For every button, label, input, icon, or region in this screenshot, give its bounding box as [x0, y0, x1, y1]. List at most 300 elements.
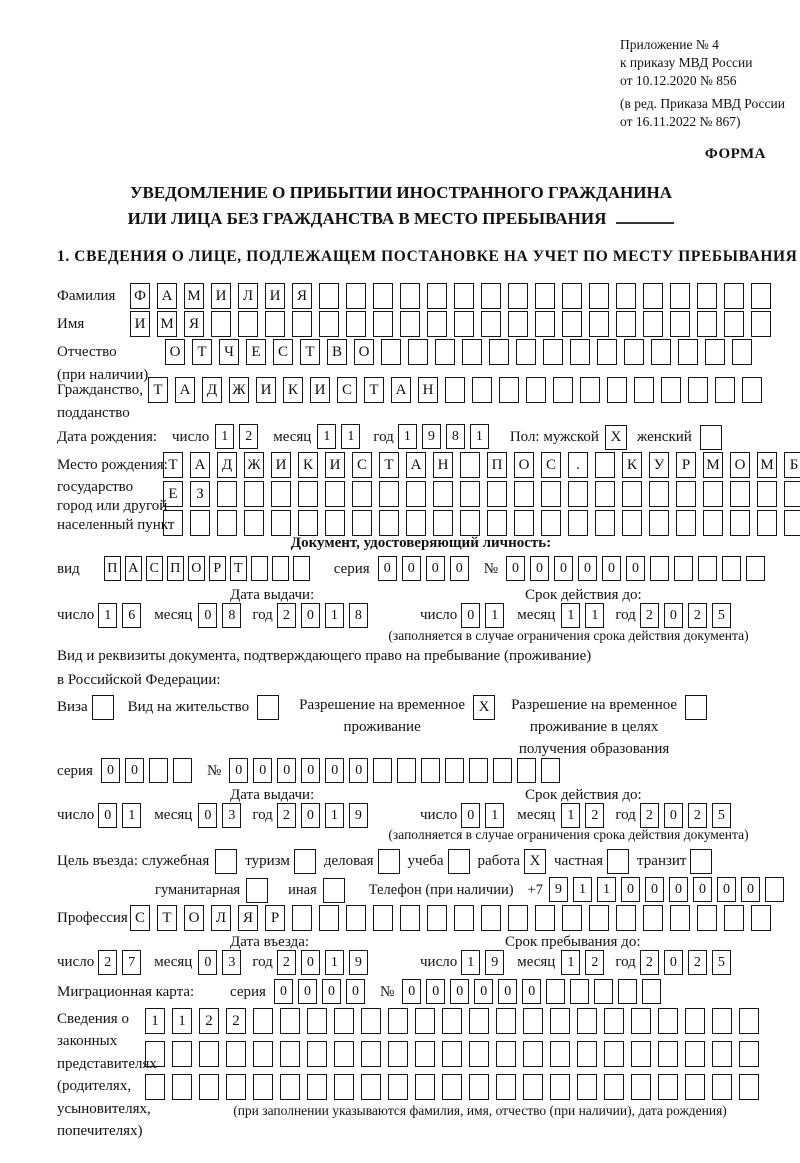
char-cell[interactable]: 0	[530, 556, 549, 581]
char-cell[interactable]	[765, 877, 784, 902]
char-cell[interactable]: 8	[222, 603, 241, 628]
char-cell[interactable]: О	[165, 339, 185, 365]
char-cell[interactable]	[658, 1074, 678, 1100]
char-cell[interactable]	[577, 1074, 597, 1100]
char-cell[interactable]: 2	[640, 603, 659, 628]
char-cell[interactable]: З	[190, 481, 210, 507]
char-cell[interactable]	[553, 377, 573, 403]
char-cell[interactable]	[481, 283, 501, 309]
char-cell[interactable]	[435, 339, 455, 365]
char-cell[interactable]: 0	[346, 979, 365, 1004]
char-cell[interactable]	[697, 311, 717, 337]
char-cell[interactable]	[462, 339, 482, 365]
char-cell[interactable]: 0	[98, 803, 117, 828]
char-cell[interactable]: О	[730, 452, 750, 478]
char-cell[interactable]	[493, 758, 512, 783]
char-cell[interactable]	[550, 1041, 570, 1067]
char-cell[interactable]	[724, 283, 744, 309]
char-cell[interactable]	[618, 979, 637, 1004]
char-cell[interactable]: 5	[712, 603, 731, 628]
char-cell[interactable]: А	[125, 556, 142, 581]
char-cell[interactable]	[757, 481, 777, 507]
char-cell[interactable]	[730, 510, 750, 536]
char-cell[interactable]	[163, 510, 183, 536]
char-cell[interactable]	[604, 1041, 624, 1067]
char-cell[interactable]	[622, 481, 642, 507]
char-cell[interactable]: 0	[741, 877, 760, 902]
char-cell[interactable]: О	[354, 339, 374, 365]
char-cell[interactable]	[253, 1008, 273, 1034]
sex-male-checkbox[interactable]: X	[605, 425, 627, 450]
char-cell[interactable]: Д	[202, 377, 222, 403]
char-cell[interactable]: 0	[229, 758, 248, 783]
char-cell[interactable]	[292, 905, 312, 931]
char-cell[interactable]: Т	[163, 452, 183, 478]
char-cell[interactable]	[676, 481, 696, 507]
char-cell[interactable]	[526, 377, 546, 403]
char-cell[interactable]	[334, 1041, 354, 1067]
char-cell[interactable]: Я	[184, 311, 204, 337]
char-cell[interactable]: 0	[664, 603, 683, 628]
char-cell[interactable]: 0	[498, 979, 517, 1004]
char-cell[interactable]	[580, 377, 600, 403]
char-cell[interactable]: 8	[446, 424, 465, 449]
char-cell[interactable]	[487, 481, 507, 507]
char-cell[interactable]	[595, 510, 615, 536]
char-cell[interactable]	[661, 377, 681, 403]
char-cell[interactable]	[543, 339, 563, 365]
char-cell[interactable]	[541, 758, 560, 783]
char-cell[interactable]: Р	[265, 905, 285, 931]
char-cell[interactable]: 0	[664, 803, 683, 828]
char-cell[interactable]	[334, 1008, 354, 1034]
char-cell[interactable]: А	[175, 377, 195, 403]
char-cell[interactable]	[319, 311, 339, 337]
char-cell[interactable]	[722, 556, 741, 581]
char-cell[interactable]: 1	[461, 950, 480, 975]
char-cell[interactable]	[406, 510, 426, 536]
char-cell[interactable]	[508, 311, 528, 337]
char-cell[interactable]	[535, 905, 555, 931]
char-cell[interactable]	[550, 1074, 570, 1100]
char-cell[interactable]: 0	[198, 803, 217, 828]
char-cell[interactable]	[676, 510, 696, 536]
char-cell[interactable]	[454, 905, 474, 931]
char-cell[interactable]	[594, 979, 613, 1004]
char-cell[interactable]: 0	[717, 877, 736, 902]
char-cell[interactable]	[469, 1074, 489, 1100]
char-cell[interactable]	[577, 1041, 597, 1067]
char-cell[interactable]: 0	[554, 556, 573, 581]
char-cell[interactable]: Я	[292, 283, 312, 309]
char-cell[interactable]	[199, 1074, 219, 1100]
char-cell[interactable]: М	[703, 452, 723, 478]
char-cell[interactable]	[570, 979, 589, 1004]
char-cell[interactable]	[568, 510, 588, 536]
char-cell[interactable]: 0	[402, 979, 421, 1004]
char-cell[interactable]	[643, 283, 663, 309]
char-cell[interactable]: С	[146, 556, 163, 581]
char-cell[interactable]: М	[757, 452, 777, 478]
char-cell[interactable]: 1	[470, 424, 489, 449]
char-cell[interactable]: О	[514, 452, 534, 478]
char-cell[interactable]: 0	[402, 556, 421, 581]
char-cell[interactable]	[454, 283, 474, 309]
char-cell[interactable]	[379, 510, 399, 536]
char-cell[interactable]	[481, 311, 501, 337]
char-cell[interactable]: И	[211, 283, 231, 309]
purpose-other-checkbox[interactable]	[323, 878, 345, 903]
char-cell[interactable]	[481, 905, 501, 931]
char-cell[interactable]: 0	[450, 979, 469, 1004]
char-cell[interactable]	[442, 1008, 462, 1034]
char-cell[interactable]	[514, 510, 534, 536]
char-cell[interactable]	[442, 1041, 462, 1067]
char-cell[interactable]	[388, 1041, 408, 1067]
char-cell[interactable]	[616, 283, 636, 309]
char-cell[interactable]	[145, 1074, 165, 1100]
char-cell[interactable]: 1	[398, 424, 417, 449]
char-cell[interactable]	[499, 377, 519, 403]
char-cell[interactable]	[746, 556, 765, 581]
char-cell[interactable]: 1	[597, 877, 616, 902]
char-cell[interactable]	[703, 510, 723, 536]
char-cell[interactable]: С	[337, 377, 357, 403]
char-cell[interactable]	[703, 481, 723, 507]
char-cell[interactable]	[589, 311, 609, 337]
char-cell[interactable]	[307, 1041, 327, 1067]
sex-female-checkbox[interactable]	[700, 425, 722, 450]
char-cell[interactable]	[307, 1008, 327, 1034]
char-cell[interactable]	[217, 481, 237, 507]
char-cell[interactable]	[172, 1074, 192, 1100]
char-cell[interactable]: 1	[172, 1008, 192, 1034]
char-cell[interactable]: 0	[461, 803, 480, 828]
char-cell[interactable]: 1	[561, 950, 580, 975]
char-cell[interactable]: К	[283, 377, 303, 403]
char-cell[interactable]	[649, 510, 669, 536]
char-cell[interactable]	[496, 1074, 516, 1100]
char-cell[interactable]: 1	[485, 803, 504, 828]
char-cell[interactable]	[469, 758, 488, 783]
char-cell[interactable]: 0	[474, 979, 493, 1004]
char-cell[interactable]: В	[327, 339, 347, 365]
char-cell[interactable]	[697, 905, 717, 931]
char-cell[interactable]: 0	[621, 877, 640, 902]
char-cell[interactable]	[597, 339, 617, 365]
char-cell[interactable]: Е	[246, 339, 266, 365]
char-cell[interactable]	[724, 311, 744, 337]
char-cell[interactable]: М	[184, 283, 204, 309]
char-cell[interactable]: Т	[192, 339, 212, 365]
char-cell[interactable]	[678, 339, 698, 365]
char-cell[interactable]	[487, 510, 507, 536]
purpose-private-checkbox[interactable]	[607, 849, 629, 874]
char-cell[interactable]	[508, 283, 528, 309]
char-cell[interactable]: 1	[585, 603, 604, 628]
char-cell[interactable]	[616, 905, 636, 931]
char-cell[interactable]	[325, 510, 345, 536]
char-cell[interactable]	[624, 339, 644, 365]
char-cell[interactable]	[562, 283, 582, 309]
char-cell[interactable]	[190, 510, 210, 536]
char-cell[interactable]: 7	[122, 950, 141, 975]
char-cell[interactable]	[643, 311, 663, 337]
char-cell[interactable]: 6	[122, 603, 141, 628]
char-cell[interactable]: Л	[238, 283, 258, 309]
char-cell[interactable]: 0	[274, 979, 293, 1004]
char-cell[interactable]: 1	[561, 803, 580, 828]
char-cell[interactable]	[523, 1041, 543, 1067]
char-cell[interactable]	[568, 481, 588, 507]
char-cell[interactable]	[631, 1041, 651, 1067]
char-cell[interactable]	[244, 481, 264, 507]
char-cell[interactable]	[373, 283, 393, 309]
char-cell[interactable]: Р	[209, 556, 226, 581]
char-cell[interactable]: 1	[122, 803, 141, 828]
char-cell[interactable]	[595, 452, 615, 478]
purpose-study-checkbox[interactable]	[448, 849, 470, 874]
char-cell[interactable]	[631, 1074, 651, 1100]
char-cell[interactable]	[642, 979, 661, 1004]
char-cell[interactable]: 2	[640, 950, 659, 975]
char-cell[interactable]	[685, 1008, 705, 1034]
char-cell[interactable]	[751, 283, 771, 309]
char-cell[interactable]	[442, 1074, 462, 1100]
char-cell[interactable]	[514, 481, 534, 507]
char-cell[interactable]	[352, 481, 372, 507]
char-cell[interactable]	[397, 758, 416, 783]
char-cell[interactable]: О	[184, 905, 204, 931]
char-cell[interactable]: 1	[325, 803, 344, 828]
char-cell[interactable]	[670, 311, 690, 337]
char-cell[interactable]	[226, 1041, 246, 1067]
char-cell[interactable]	[415, 1041, 435, 1067]
char-cell[interactable]	[616, 311, 636, 337]
char-cell[interactable]	[292, 311, 312, 337]
char-cell[interactable]: Т	[300, 339, 320, 365]
char-cell[interactable]: И	[130, 311, 150, 337]
char-cell[interactable]: М	[157, 311, 177, 337]
char-cell[interactable]: 2	[277, 803, 296, 828]
char-cell[interactable]	[346, 311, 366, 337]
char-cell[interactable]	[546, 979, 565, 1004]
purpose-work-checkbox[interactable]: X	[524, 849, 546, 874]
char-cell[interactable]: С	[352, 452, 372, 478]
char-cell[interactable]: 0	[301, 603, 320, 628]
char-cell[interactable]: 9	[485, 950, 504, 975]
char-cell[interactable]	[577, 1008, 597, 1034]
char-cell[interactable]	[685, 1041, 705, 1067]
char-cell[interactable]: И	[265, 283, 285, 309]
char-cell[interactable]: 0	[578, 556, 597, 581]
char-cell[interactable]	[445, 758, 464, 783]
char-cell[interactable]	[271, 510, 291, 536]
char-cell[interactable]: Т	[230, 556, 247, 581]
char-cell[interactable]: С	[273, 339, 293, 365]
char-cell[interactable]	[272, 556, 289, 581]
char-cell[interactable]	[421, 758, 440, 783]
char-cell[interactable]	[724, 905, 744, 931]
char-cell[interactable]	[298, 481, 318, 507]
char-cell[interactable]: 9	[422, 424, 441, 449]
char-cell[interactable]: И	[256, 377, 276, 403]
char-cell[interactable]: 0	[378, 556, 397, 581]
char-cell[interactable]: 2	[277, 950, 296, 975]
char-cell[interactable]	[651, 339, 671, 365]
char-cell[interactable]: 0	[349, 758, 368, 783]
residence-permit-checkbox[interactable]	[257, 695, 279, 720]
char-cell[interactable]: А	[406, 452, 426, 478]
char-cell[interactable]: 0	[101, 758, 120, 783]
char-cell[interactable]	[454, 311, 474, 337]
char-cell[interactable]	[622, 510, 642, 536]
char-cell[interactable]	[541, 510, 561, 536]
char-cell[interactable]	[523, 1074, 543, 1100]
purpose-business-checkbox[interactable]	[378, 849, 400, 874]
char-cell[interactable]	[280, 1008, 300, 1034]
char-cell[interactable]	[381, 339, 401, 365]
char-cell[interactable]: И	[325, 452, 345, 478]
char-cell[interactable]	[346, 283, 366, 309]
char-cell[interactable]: 1	[573, 877, 592, 902]
char-cell[interactable]	[604, 1008, 624, 1034]
char-cell[interactable]: Т	[157, 905, 177, 931]
char-cell[interactable]: 9	[349, 950, 368, 975]
char-cell[interactable]: 5	[712, 803, 731, 828]
temp-residence-checkbox[interactable]: X	[473, 695, 495, 720]
char-cell[interactable]	[319, 283, 339, 309]
char-cell[interactable]: Р	[676, 452, 696, 478]
char-cell[interactable]	[634, 377, 654, 403]
char-cell[interactable]	[784, 510, 800, 536]
char-cell[interactable]: А	[157, 283, 177, 309]
char-cell[interactable]: 0	[461, 603, 480, 628]
char-cell[interactable]: Т	[364, 377, 384, 403]
char-cell[interactable]: 0	[664, 950, 683, 975]
char-cell[interactable]	[361, 1008, 381, 1034]
char-cell[interactable]: 0	[506, 556, 525, 581]
char-cell[interactable]: Ж	[229, 377, 249, 403]
char-cell[interactable]	[460, 452, 480, 478]
char-cell[interactable]	[712, 1041, 732, 1067]
char-cell[interactable]	[280, 1074, 300, 1100]
char-cell[interactable]	[589, 905, 609, 931]
char-cell[interactable]	[631, 1008, 651, 1034]
char-cell[interactable]	[352, 510, 372, 536]
char-cell[interactable]	[293, 556, 310, 581]
char-cell[interactable]: .	[568, 452, 588, 478]
char-cell[interactable]	[550, 1008, 570, 1034]
char-cell[interactable]	[400, 905, 420, 931]
char-cell[interactable]: 0	[426, 979, 445, 1004]
char-cell[interactable]	[705, 339, 725, 365]
char-cell[interactable]: 0	[198, 950, 217, 975]
char-cell[interactable]	[325, 481, 345, 507]
char-cell[interactable]: И	[271, 452, 291, 478]
char-cell[interactable]: 0	[325, 758, 344, 783]
char-cell[interactable]	[217, 510, 237, 536]
char-cell[interactable]	[145, 1041, 165, 1067]
char-cell[interactable]: Ч	[219, 339, 239, 365]
char-cell[interactable]	[427, 311, 447, 337]
char-cell[interactable]	[415, 1074, 435, 1100]
char-cell[interactable]	[469, 1008, 489, 1034]
char-cell[interactable]: У	[649, 452, 669, 478]
char-cell[interactable]	[253, 1074, 273, 1100]
char-cell[interactable]	[379, 481, 399, 507]
char-cell[interactable]: 0	[426, 556, 445, 581]
char-cell[interactable]	[685, 1074, 705, 1100]
char-cell[interactable]: 2	[226, 1008, 246, 1034]
char-cell[interactable]: К	[298, 452, 318, 478]
char-cell[interactable]	[460, 510, 480, 536]
char-cell[interactable]	[739, 1008, 759, 1034]
char-cell[interactable]: 5	[712, 950, 731, 975]
char-cell[interactable]: С	[541, 452, 561, 478]
char-cell[interactable]	[388, 1008, 408, 1034]
char-cell[interactable]: 0	[298, 979, 317, 1004]
char-cell[interactable]	[489, 339, 509, 365]
char-cell[interactable]: Б	[784, 452, 800, 478]
char-cell[interactable]: 1	[145, 1008, 165, 1034]
char-cell[interactable]	[658, 1041, 678, 1067]
char-cell[interactable]	[199, 1041, 219, 1067]
char-cell[interactable]	[472, 377, 492, 403]
char-cell[interactable]: Т	[379, 452, 399, 478]
char-cell[interactable]	[271, 481, 291, 507]
char-cell[interactable]: Ф	[130, 283, 150, 309]
char-cell[interactable]: 0	[301, 803, 320, 828]
char-cell[interactable]: К	[622, 452, 642, 478]
char-cell[interactable]: 1	[485, 603, 504, 628]
char-cell[interactable]: Е	[163, 481, 183, 507]
char-cell[interactable]: 1	[215, 424, 234, 449]
char-cell[interactable]: Ж	[244, 452, 264, 478]
char-cell[interactable]: 3	[222, 803, 241, 828]
char-cell[interactable]: 0	[522, 979, 541, 1004]
char-cell[interactable]	[433, 481, 453, 507]
char-cell[interactable]	[604, 1074, 624, 1100]
purpose-official-checkbox[interactable]	[215, 849, 237, 874]
char-cell[interactable]	[415, 1008, 435, 1034]
char-cell[interactable]	[589, 283, 609, 309]
char-cell[interactable]	[445, 377, 465, 403]
char-cell[interactable]: Т	[148, 377, 168, 403]
char-cell[interactable]	[433, 510, 453, 536]
char-cell[interactable]: 2	[688, 803, 707, 828]
char-cell[interactable]	[244, 510, 264, 536]
char-cell[interactable]: 3	[222, 950, 241, 975]
char-cell[interactable]	[712, 1008, 732, 1034]
char-cell[interactable]: 0	[602, 556, 621, 581]
char-cell[interactable]: 0	[322, 979, 341, 1004]
char-cell[interactable]	[739, 1074, 759, 1100]
char-cell[interactable]	[649, 481, 669, 507]
char-cell[interactable]	[319, 905, 339, 931]
char-cell[interactable]	[730, 481, 750, 507]
char-cell[interactable]	[658, 1008, 678, 1034]
char-cell[interactable]	[211, 311, 231, 337]
char-cell[interactable]: С	[130, 905, 150, 931]
char-cell[interactable]	[388, 1074, 408, 1100]
char-cell[interactable]	[373, 905, 393, 931]
char-cell[interactable]	[373, 758, 392, 783]
char-cell[interactable]	[643, 905, 663, 931]
char-cell[interactable]: Н	[433, 452, 453, 478]
char-cell[interactable]	[715, 377, 735, 403]
char-cell[interactable]	[570, 339, 590, 365]
